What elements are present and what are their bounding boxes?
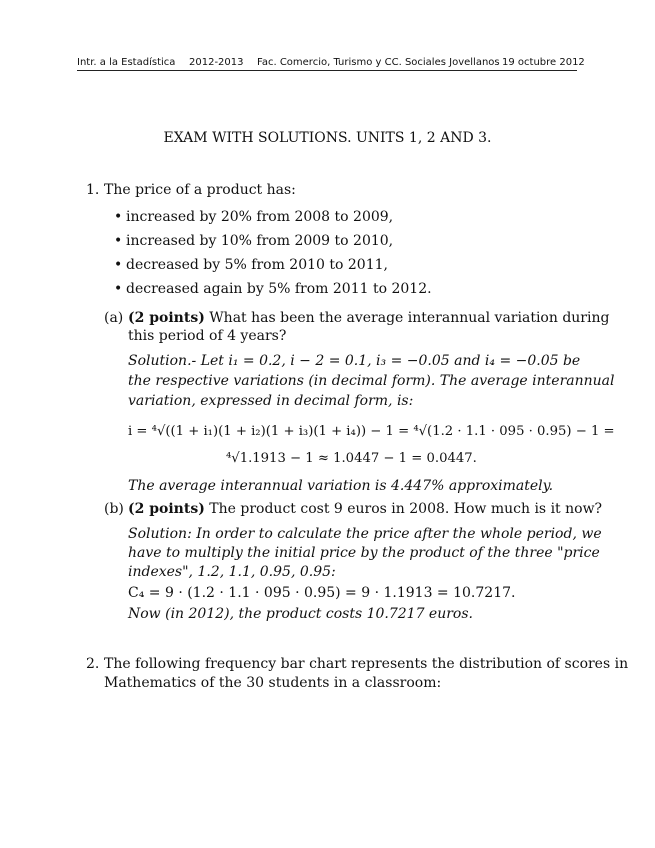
q1-bullet: increased by 20% from 2008 to 2009, <box>126 209 394 225</box>
q1a-question-line1 <box>128 309 609 327</box>
q2-line2: Mathematics of the 30 students in a classroom: <box>104 675 442 691</box>
bullet-icon: • <box>114 233 123 249</box>
q1-bullet: decreased by 5% from 2010 to 2011, <box>126 257 388 273</box>
q1a-solution-line2: the respective variations (in decimal form). The average interannual <box>128 373 615 389</box>
q2-number: 2. <box>86 656 100 672</box>
bullet-icon: • <box>114 209 123 225</box>
q2-line1: The following frequency bar chart represents the distribution of scores in <box>104 656 629 672</box>
q1a-question-line2: this period of 4 years? <box>128 328 287 344</box>
q1a-equation-line1: i = ⁴√((1 + i₁)(1 + i₂)(1 + i₃)(1 + i₄)) − 1 = ⁴√(1.2 · 1.1 · 095 · 0.95) − 1 = <box>128 424 615 439</box>
q1b-label: (b) <box>104 501 124 517</box>
q1-intro: The price of a product has: <box>104 182 296 198</box>
q1b-points: (2 points) <box>128 501 205 517</box>
q1a-conclusion: The average interannual variation is 4.447% approximately. <box>128 478 554 494</box>
q1b-conclusion: Now (in 2012), the product costs 10.7217 euros. <box>128 606 473 622</box>
q1a-points: (2 points) <box>128 310 205 326</box>
q1a-label: (a) <box>104 310 124 326</box>
bullet-icon: • <box>114 281 123 297</box>
header-date: 19 octubre 2012 <box>502 57 585 68</box>
q1b-solution-line2: have to multiply the initial price by the product of the three "price <box>128 545 600 561</box>
running-header <box>77 56 585 70</box>
q1b-solution-line1: Solution: In order to calculate the price after the whole period, we <box>128 526 602 542</box>
header-faculty: Fac. Comercio, Turismo y CC. Sociales Jovellanos <box>257 57 500 68</box>
q1a-equation-line2: ⁴√1.1913 − 1 ≈ 1.0447 − 1 = 0.0447. <box>226 451 477 466</box>
header-course: Intr. a la Estadística <box>77 57 176 68</box>
q1a-question: What has been the average interannual variation during <box>209 310 610 326</box>
q1-bullet: increased by 10% from 2009 to 2010, <box>126 233 394 249</box>
q1a-solution-line3: variation, expressed in decimal form, is: <box>128 393 414 409</box>
header-rule <box>77 70 577 71</box>
bullet-icon: • <box>114 257 123 273</box>
q1b-solution-line3: indexes", 1.2, 1.1, 0.95, 0.95: <box>128 564 336 580</box>
q1-number: 1. <box>86 182 100 198</box>
header-year: 2012-2013 <box>189 57 244 68</box>
q1b-question-line <box>128 500 602 518</box>
q1b-question: The product cost 9 euros in 2008. How much is it now? <box>209 501 603 517</box>
q1-bullet: decreased again by 5% from 2011 to 2012. <box>126 281 432 297</box>
q1b-equation: C₄ = 9 · (1.2 · 1.1 · 095 · 0.95) = 9 · 1.1913 = 10.7217. <box>128 585 516 601</box>
q1a-solution-line1: Solution.- Let i₁ = 0.2, i − 2 = 0.1, i₃ = −0.05 and i₄ = −0.05 be <box>128 353 581 369</box>
page-title: EXAM WITH SOLUTIONS. UNITS 1, 2 AND 3. <box>163 130 492 146</box>
